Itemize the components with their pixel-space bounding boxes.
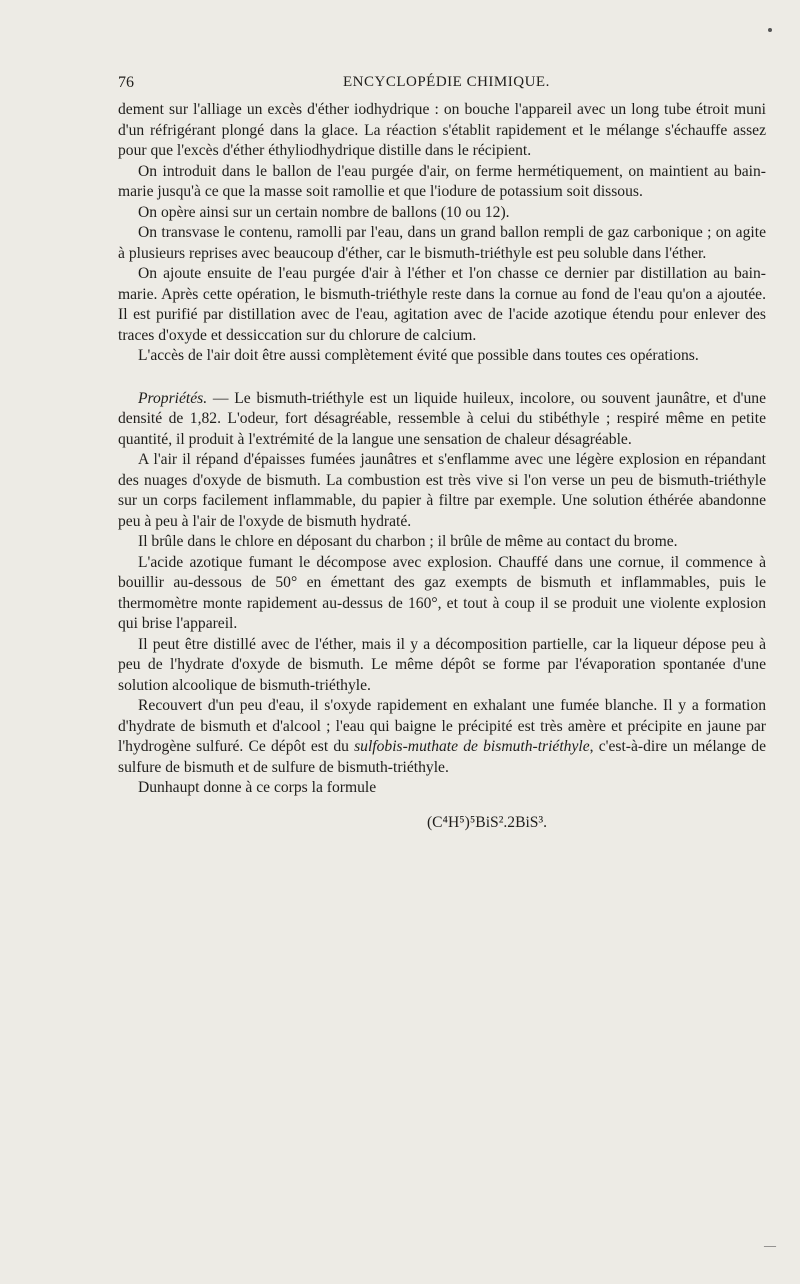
- ink-speck: [768, 28, 772, 32]
- edge-mark: —: [764, 1238, 776, 1252]
- sulfo-text-before: Recouvert d'un peu d'eau, il s'oxyde rapidement en exhalant une fumée blanche. Il y a formation d'hydrate de bismuth et d'alcool ; l'eau qui baigne le précipité est très amère et précipite en jaune par l'hydrogène sulfuré. Ce dépôt est du: [118, 697, 766, 755]
- chemical-formula: (C⁴H⁵)⁵BiS².2BiS³.: [426, 813, 548, 831]
- running-title: ENCYCLOPÉDIE CHIMIQUE.: [343, 74, 550, 90]
- paragraph: On ajoute ensuite de l'eau purgée d'air à l'éther et l'on chasse ce dernier par distillation au bain-marie. Après cette opération, le bismuth-triéthyle reste dans la cornue au fond de l'eau qu'on a ajoutée. Il est purifié par distillation avec de l'eau, agitation avec de l'acide azotique étendu pour enlever des traces d'oxyde et dessiccation sur du chlorure de calcium.: [118, 265, 766, 344]
- closing-paragraph: Dunhaupt donne à ce corps la formule: [138, 779, 377, 796]
- paragraph: On opère ainsi sur un certain nombre de ballons (10 ou 12).: [138, 203, 510, 221]
- paragraph: L'accès de l'air doit être aussi complètement évité que possible dans toutes ces opérations.: [138, 347, 699, 364]
- sulfo-italic-term: sulfobis-muthate de bismuth-triéthyle: [354, 738, 590, 755]
- paragraph: Il brûle dans le chlore en déposant du charbon ; il brûle de même au contact du brome.: [138, 533, 678, 550]
- paragraph: L'acide azotique fumant le décompose avec explosion. Chauffé dans une cornue, il commence à bouillir au-dessous de 50° en émettant des gaz exempts de bismuth et inflammables, puis le thermomètre monte rapidement au-dessus de 160°, et tout à coup il se produit une violente explosion qui brise l'appareil.: [118, 553, 766, 632]
- sulfo-text-after: , c'est-à-dire un mélange de sulfure de bismuth et de sulfure de bismuth-triéthyle.: [118, 738, 766, 776]
- page-header: [118, 74, 768, 98]
- paragraph: A l'air il répand d'épaisses fumées jaunâtres et s'enflamme avec une légère explosion en répandant des nuages d'oxyde de bismuth. La combustion est très vive si l'on verse un peu de bismuth-triéthyle sur un corps facilement inflammable, du papier à filtre par exemple. Une solution éthérée abandonne peu à peu à l'air de l'oxyde de bismuth hydraté.: [118, 451, 766, 530]
- section-label: Propriétés.: [138, 389, 208, 407]
- properties-paragraph: [118, 389, 766, 451]
- properties-text: — Le bismuth-triéthyle est un liquide huileux, incolore, ou souvent jaunâtre, et d'une densité de 1,82. L'odeur, fort désagréable, ressemble à celui du stibéthyle ; respiré même en petite quantité, il produit à l'extrémité de la langue une sensation de chaleur désagréable.: [118, 389, 766, 448]
- sulfo-paragraph: [118, 696, 766, 778]
- body-text: [118, 100, 766, 833]
- page-number: 76: [118, 74, 134, 91]
- paragraph: Il peut être distillé avec de l'éther, mais il y a décomposition partielle, car la liqueur dépose peu à peu de l'hydrate d'oxyde de bismuth. Le même dépôt se forme par l'évaporation spontanée d'une solution alcoolique de bismuth-triéthyle.: [118, 635, 766, 694]
- paragraph: On transvase le contenu, ramolli par l'eau, dans un grand ballon rempli de gaz carbonique ; on agite à plusieurs reprises avec beaucoup d'éther, car le bismuth-triéthyle est peu soluble dans l'éther.: [118, 224, 766, 262]
- paragraph: dement sur l'alliage un excès d'éther iodhydrique : on bouche l'appareil avec un long tube étroit muni d'un réfrigérant plongé dans la glace. La réaction s'établit rapidement et le mélange s'échauffe assez pour que l'excès d'éther éthyliodhydrique distille dans le récipient.: [118, 101, 766, 159]
- paragraph: On introduit dans le ballon de l'eau purgée d'air, on ferme hermétiquement, on maintient au bain-marie jusqu'à ce que la masse soit ramollie et que l'iodure de potassium soit dissous.: [118, 162, 766, 200]
